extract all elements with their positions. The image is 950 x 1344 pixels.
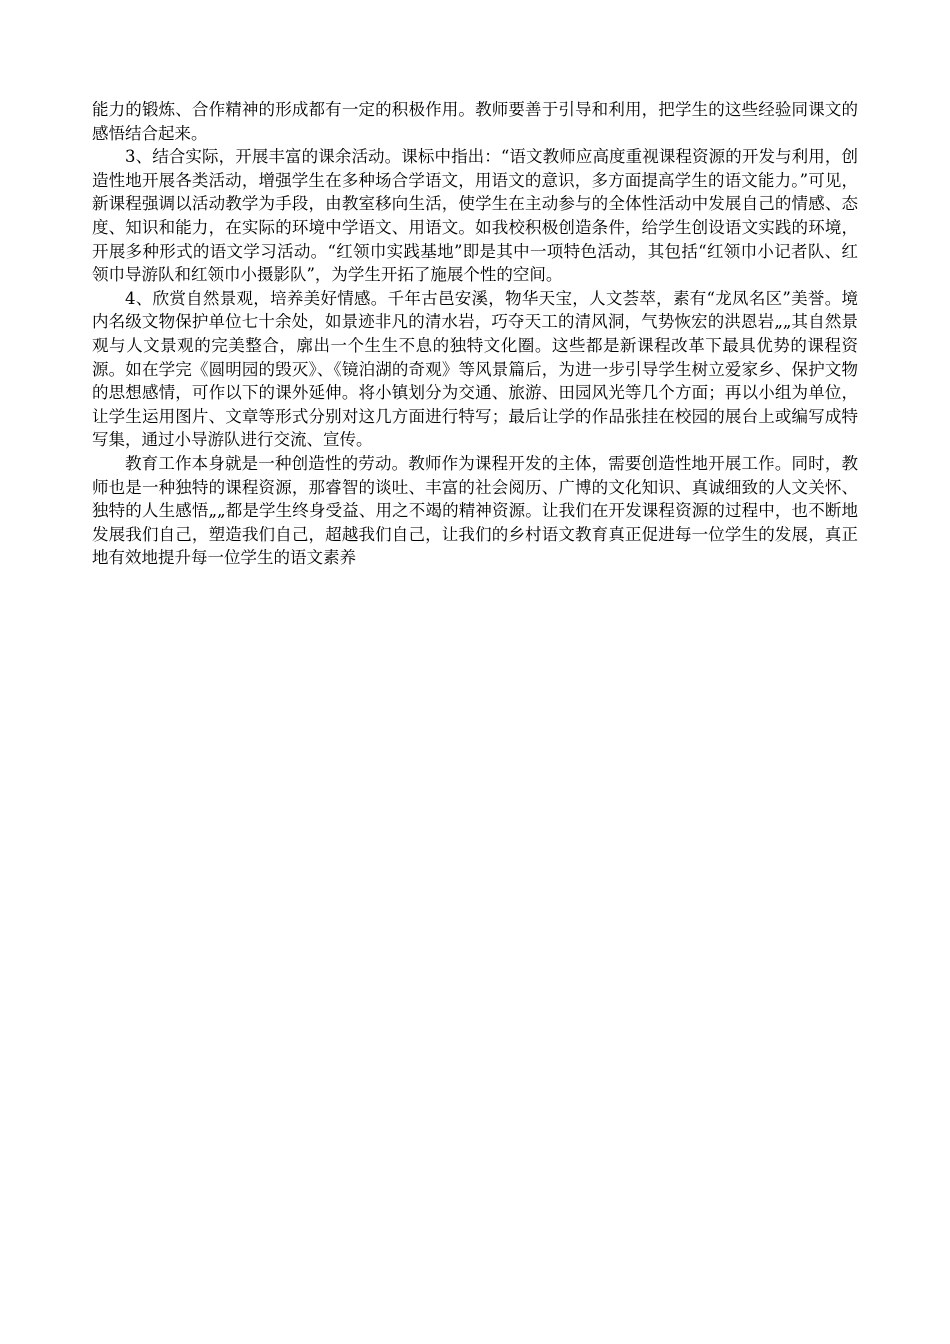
paragraph-extracurricular-activities: 3、结合实际，开展丰富的课余活动。课标中指出：“语文教师应高度重视课程资源的开发与利用，创造性地开展各类活动，增强学生在多种场合学语文，用语文的意识，多方面提高学生的语文能力。”可见，新课程强调以活动教学为手段，由教室移向生活，使学生在主动参与的全体性活动中发展自己的情感、态度、知识和能力，在实际的环境中学语文、用语文。如我校积极创造条件，给学生创设语文实践的环境，开展多种形式的语文学习活动。“红领巾实践基地”即是其中一项特色活动，其包括“红领巾小记者队、红领巾导游队和红领巾小摄影队”，为学生开拓了施展个性的空间。 <box>92 147 858 285</box>
paragraph-natural-scenery: 4、欣赏自然景观，培养美好情感。千年古邑安溪，物华天宝，人文荟萃，素有“龙凤名区”美誉。境内名级文物保护单位七十余处，如景迹非凡的清水岩，巧夺天工的清风洞，气势恢宏的洪恩岩„„其自然景观与人文景观的完美整合，廓出一个生生不息的独特文化圈。这些都是新课程改革下最具优势的课程资源。如在学完《圆明园的毁灭》、《镜泊湖的奇观》等风景篇后，为进一步引导学生树立爱家乡、保护文物的思想感情，可作以下的课外延伸。将小镇划分为交通、旅游、田园风光等几个方面；再以小组为单位，让学生运用图片、文章等形式分别对这几方面进行特写；最后让学的作品张挂在校园的展台上或编写成特写集，通过小导游队进行交流、宣传。 <box>92 288 858 450</box>
document-page <box>92 98 858 570</box>
paragraph-conclusion: 教育工作本身就是一种创造性的劳动。教师作为课程开发的主体，需要创造性地开展工作。同时，教师也是一种独特的课程资源，那睿智的谈吐、丰富的社会阅历、广博的文化知识、真诚细致的人文关怀、独特的人生感悟„„都是学生终身受益、用之不竭的精神资源。让我们在开发课程资源的过程中，也不断地发展我们自己，塑造我们自己，超越我们自己，让我们的乡村语文教育真正促进每一位学生的发展，真正地有效地提升每一位学生的语文素养 <box>92 453 858 568</box>
paragraph-continuation: 能力的锻炼、合作精神的形成都有一定的积极作用。教师要善于引导和利用，把学生的这些经验同课文的感悟结合起来。 <box>92 100 858 143</box>
